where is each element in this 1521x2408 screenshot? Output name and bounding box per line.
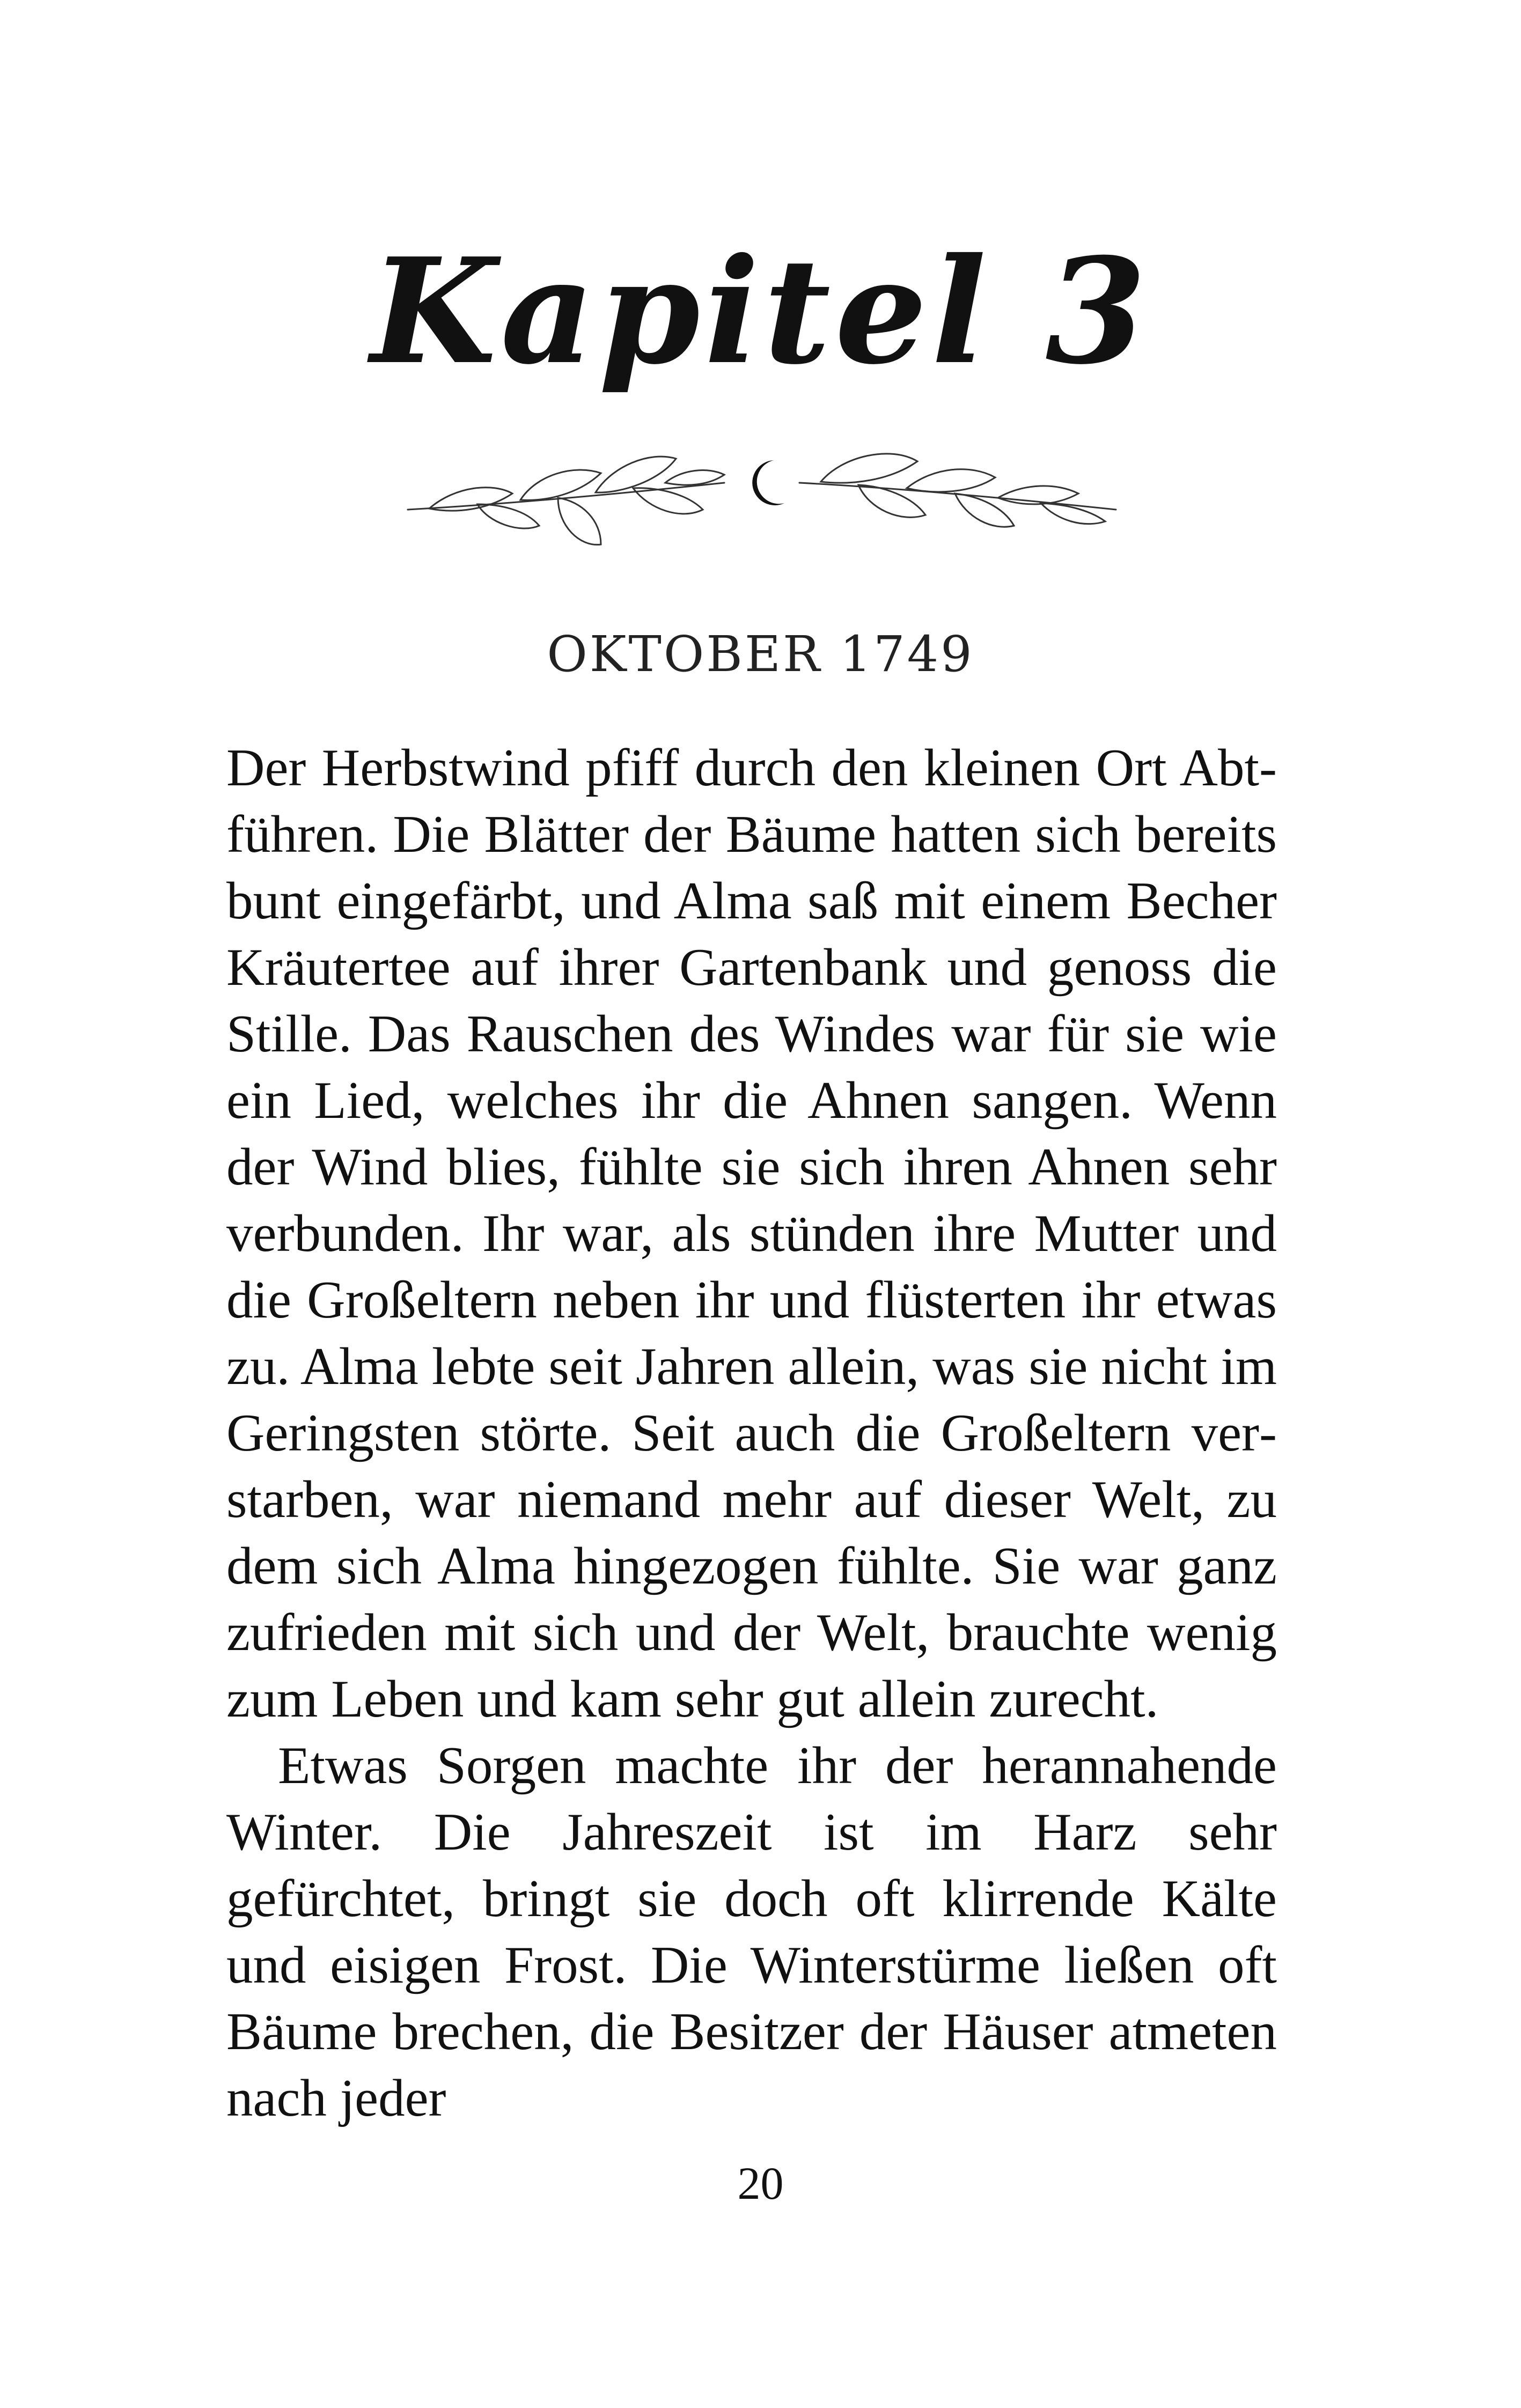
moon-leaf-ornament-icon — [397, 429, 1127, 553]
chapter-date: OKTOBER 1749 — [547, 625, 974, 683]
paragraph: Etwas Sorgen machte ihr der herannahende Winter. Die Jahreszeit ist im Harz sehr gefürchtet, bringt sie doch oft klirrende Kälte und eisigen Frost. Die Winterstürme ließen oft Bäume brechen, die Besitzer der Häuser atmeten nach jeder — [226, 1736, 1277, 2127]
chapter-title: Kapitel 3 — [370, 226, 1151, 396]
page-number: 20 — [737, 2157, 784, 2209]
paragraph: Der Herbstwind pfiff durch den kleinen Ort Abtführen. Die Blätter der Bäume hatten sich bereits bunt eingefärbt, und Alma saß mit einem Becher Kräutertee auf ihrer Gartenbank und genoss die Stille. Das Rauschen des Windes war für sie wie ein Lied, welches ihr die Ahnen sangen. Wenn der Wind blies, fühlte sie sich ihren Ahnen sehr verbunden. Ihr war, als stünden ihre Mutter und die Großeltern neben ihr und flüsterten ihr etwas zu. Alma lebte seit Jahren allein, was sie nicht im Geringsten störte. Seit auch die Großeltern verstarben, war niemand mehr auf dieser Welt, zu dem sich Alma hingezogen fühlte. Sie war ganz zufrieden mit sich und der Welt, brauchte wenig zum Leben und kam sehr gut allein zurecht. — [226, 739, 1277, 1728]
body-text — [226, 735, 1277, 2132]
